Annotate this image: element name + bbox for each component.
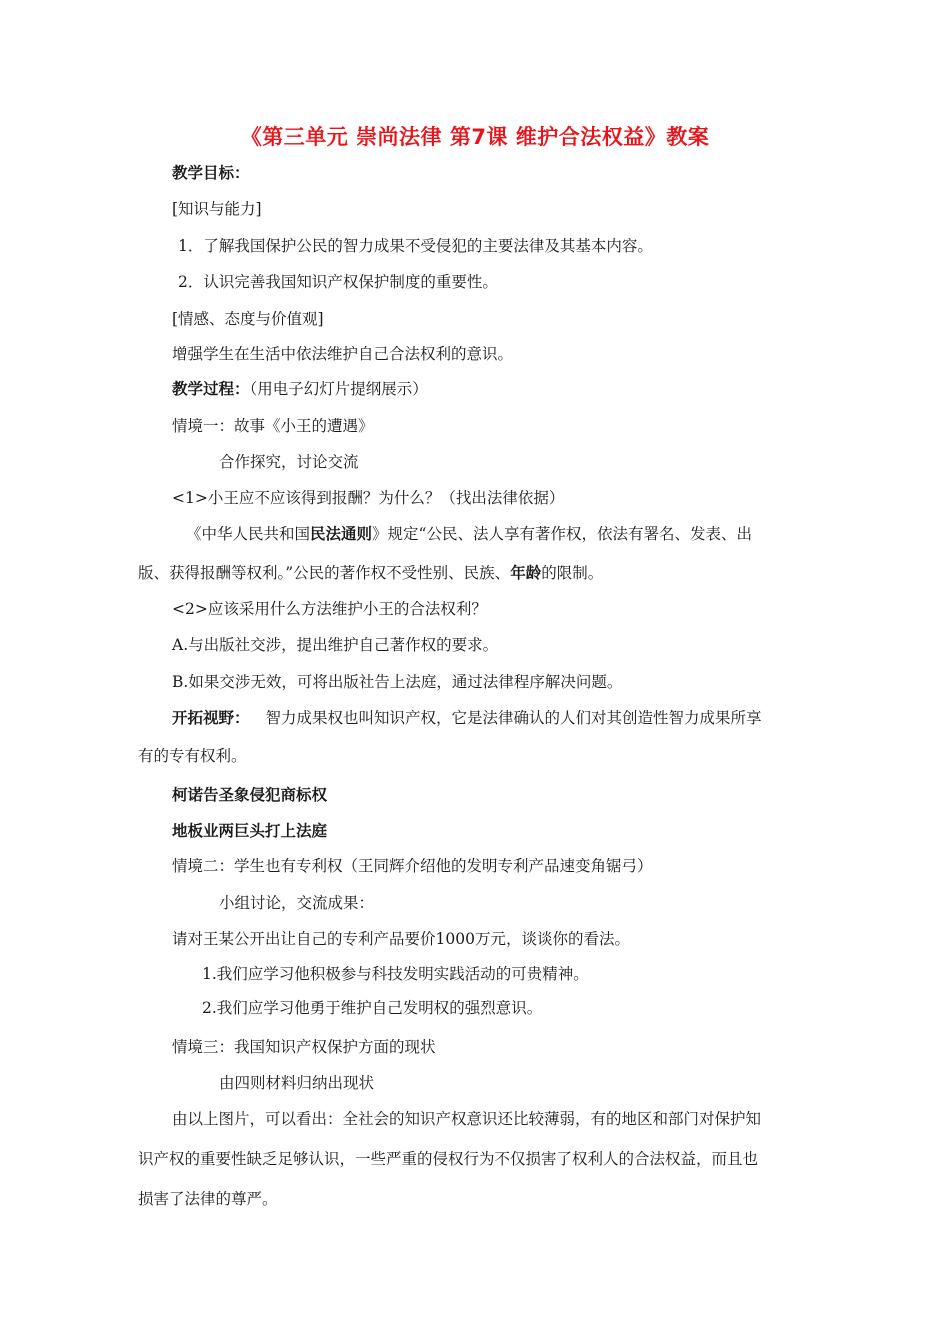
expand-heading: 开拓视野： — [172, 709, 250, 727]
case-1: 柯诺告圣象侵犯商标权 — [172, 786, 328, 804]
law-text-f: 的限制。 — [541, 564, 604, 582]
law-text-d: 版、获得报酬等权利。”公民的著作权不受性别、民族、 — [138, 564, 511, 582]
answer-a: A.与出版社交涉，提出维护自己著作权的要求。 — [172, 636, 499, 654]
law-text-a: 《中华人民共和国 — [186, 525, 311, 543]
question-1: <1>小王应不应该得到报酬？为什么？（找出法律依据） — [172, 489, 565, 507]
process-note: （用电子幻灯片提纲展示） — [249, 380, 428, 398]
law-name: 民法通则 — [310, 525, 373, 543]
scene-2-answer-2: 2.我们应学习他勇于维护自己发明权的强烈意识。 — [202, 999, 543, 1017]
question-2: <2>应该采用什么方法维护小王的合法权利？ — [172, 600, 487, 618]
law-line-2 — [138, 563, 818, 583]
objectives-heading: 教学目标： — [172, 164, 250, 182]
law-text-c: 》规定“公民、法人享有著作权，依法有署名、发表、出 — [372, 525, 752, 543]
scene-1-sub: 合作探究，讨论交流 — [219, 453, 359, 471]
answer-b: B.如果交涉无效，可将出版社告上法庭，通过法律程序解决问题。 — [172, 673, 623, 691]
expand-text-1: 智力成果权也叫知识产权，它是法律确认的人们对其创造性智力成果所享 — [265, 709, 762, 727]
knowledge-item-2: 2．认识完善我国知识产权保护制度的重要性。 — [178, 273, 498, 291]
scene-3: 情境三：我国知识产权保护方面的现状 — [172, 1038, 436, 1056]
expand-text-2: 有的专有权利。 — [138, 747, 247, 765]
law-age: 年龄 — [510, 564, 542, 582]
scene-2-answer-1: 1.我们应学习他积极参与科技发明实践活动的可贵精神。 — [202, 965, 589, 983]
scene-2: 情境二：学生也有专利权（王同辉介绍他的发明专利产品速变角锯弓） — [172, 857, 653, 875]
scene-2-question: 请对王某公开出让自己的专利产品要价1000万元，谈谈你的看法。 — [172, 930, 630, 948]
scene-3-sub: 由四则材料归纳出现状 — [219, 1074, 375, 1092]
conclusion-line-2: 识产权的重要性缺乏足够认识，一些严重的侵权行为不仅损害了权利人的合法权益，而且也 — [138, 1150, 759, 1168]
law-line-1 — [186, 524, 866, 544]
emotion-label: [情感、态度与价值观] — [172, 310, 324, 328]
knowledge-label: [知识与能力] — [172, 200, 262, 218]
knowledge-item-1: 1．了解我国保护公民的智力成果不受侵犯的主要法律及其基本内容。 — [178, 237, 653, 255]
case-2: 地板业两巨头打上法庭 — [172, 822, 328, 840]
conclusion-line-1: 由以上图片，可以看出：全社会的知识产权意识还比较薄弱，有的地区和部门对保护知 — [172, 1110, 762, 1128]
scene-1: 情境一：故事《小王的遭遇》 — [172, 417, 374, 435]
expand-line-1 — [172, 708, 852, 728]
emotion-text: 增强学生在生活中依法维护自己合法权利的意识。 — [172, 345, 514, 363]
scene-2-sub: 小组讨论，交流成果： — [219, 894, 375, 912]
conclusion-line-3: 损害了法律的尊严。 — [138, 1190, 278, 1208]
document-title: 《第三单元 崇尚法律 第7课 维护合法权益》教案 — [240, 125, 710, 149]
process-line — [172, 379, 852, 399]
process-heading: 教学过程： — [172, 380, 250, 398]
